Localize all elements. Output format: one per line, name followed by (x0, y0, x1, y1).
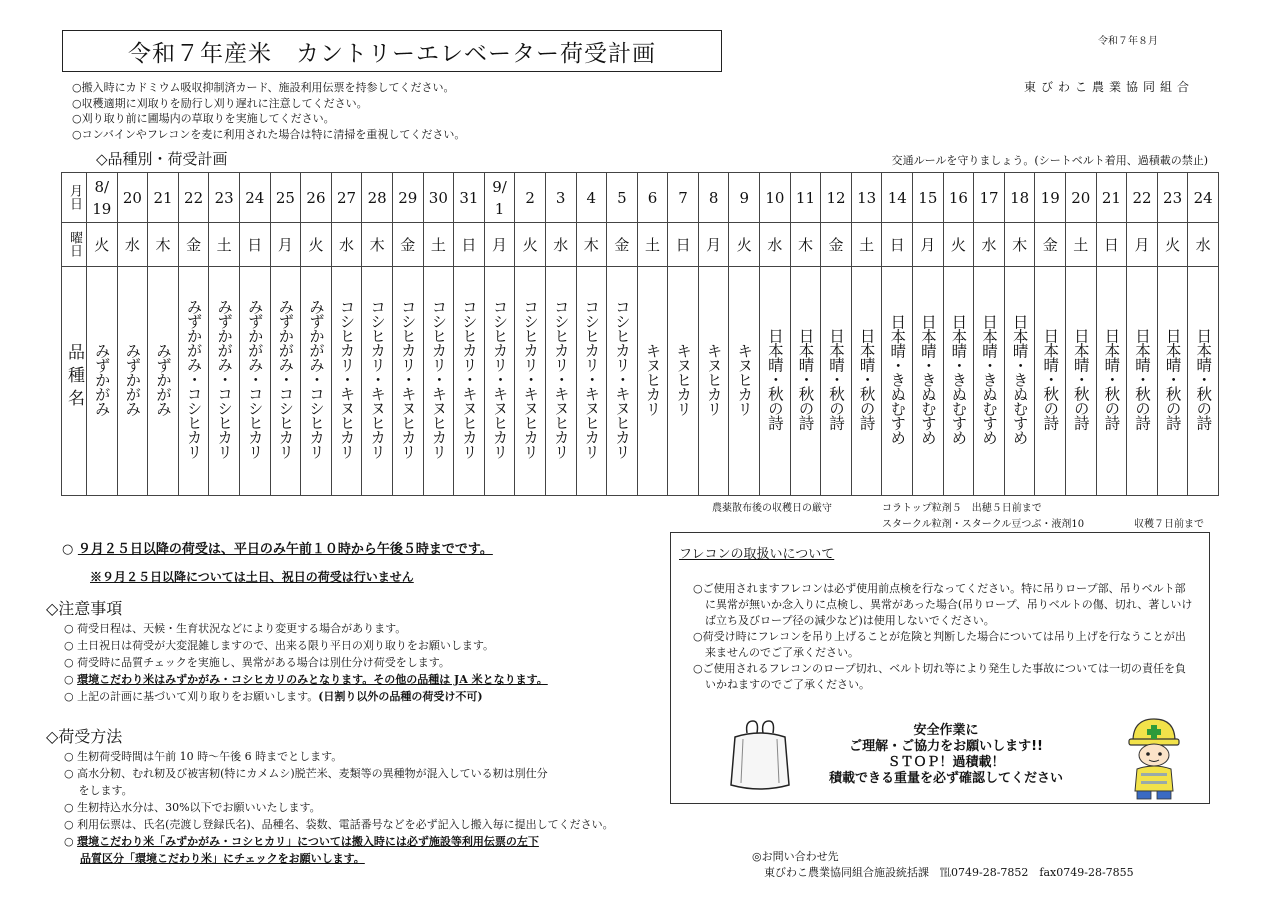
date-cell (668, 173, 699, 223)
weekday-cell: 火 (87, 223, 118, 267)
date-cell (1096, 173, 1127, 223)
date-label: 31 (459, 188, 479, 207)
flecon-paragraph: ○荷受け時にフレコンを吊り上げることが危険と判断した場合については吊り上げを行なうことが出来ませんのでご了承ください。 (693, 630, 1186, 659)
date-label: 17 (979, 188, 999, 207)
variety-cell (117, 267, 148, 496)
date-cell (1188, 173, 1219, 223)
date-label: 22 (184, 188, 204, 207)
weekday-cell: 火 (943, 223, 974, 267)
weekday-cell: 日 (668, 223, 699, 267)
caution-text: ○ 上記の計画に基づいて刈り取りをお願いします。 (64, 690, 319, 703)
date-cell (637, 173, 668, 223)
weekday-cell: 水 (545, 223, 576, 267)
variety-cell (760, 267, 791, 496)
weekday-row (62, 223, 1219, 267)
flecon-bag-icon (723, 719, 797, 795)
date-label: 22 (1132, 188, 1152, 207)
cautions-heading: ◇注意事項 (46, 599, 123, 618)
date-cell (1035, 173, 1066, 223)
date-label: 12 (826, 188, 846, 207)
date-cell (851, 173, 882, 223)
variety-label: コシヒカリ・キヌヒカリ (551, 299, 570, 459)
variety-cell (301, 267, 332, 496)
variety-label: コシヒカリ・キヌヒカリ (521, 299, 540, 459)
variety-label: 日本晴・きぬむすめ (1010, 313, 1029, 445)
date-cell (239, 173, 270, 223)
weekday-cell: 日 (882, 223, 913, 267)
document-title-text: 令和７年産米 カントリーエレベーター荷受計画 (128, 40, 656, 67)
variety-cell (87, 267, 118, 496)
date-label: 24 (1193, 188, 1213, 207)
date-cell (1157, 173, 1188, 223)
weekday-cell: 土 (209, 223, 240, 267)
note-line: ○刈り取り前に圃場内の草取りを実施してください。 (72, 112, 335, 125)
notice-text: ９月２５日以降の荷受は、平日のみ午前１０時から午後５時までです。 (77, 542, 493, 557)
caution-item: ○ 荷受日程は、天候・生育状況などにより変更する場合があります。 (64, 622, 407, 635)
weekday-only-notice (62, 538, 493, 557)
variety-label: みずかがみ・コシヒカリ (276, 299, 295, 459)
variety-label: 日本晴・きぬむすめ (888, 313, 907, 445)
method-item: ○ 生籾荷受時間は午前 10 時～午後 6 時までとします。 (64, 750, 343, 763)
method-item: ○ 生籾持込水分は、30%以下でお願いいたします。 (64, 801, 321, 814)
date-cell (607, 173, 638, 223)
contact-detail: 東びわこ農業協同組合施設統括課 ℡0749-28-7852 fax0749-28-7855 (764, 866, 1134, 879)
date-cell (392, 173, 423, 223)
date-label: 9/ 1 (492, 177, 507, 218)
variety-label: 日本晴・秋の詩 (857, 328, 876, 430)
date-cell (362, 173, 393, 223)
weekday-cell: 水 (117, 223, 148, 267)
variety-cell (545, 267, 576, 496)
method-list (64, 748, 614, 867)
pesticide-item-days: 収穫７日前まで (1134, 519, 1204, 530)
date-label: 20 (1071, 188, 1091, 207)
date-cell (515, 173, 546, 223)
date-cell (698, 173, 729, 223)
variety-cell (729, 267, 760, 496)
date-cell (209, 173, 240, 223)
date-cell (913, 173, 944, 223)
date-cell (576, 173, 607, 223)
date-cell (821, 173, 852, 223)
date-cell (484, 173, 515, 223)
pesticide-item: スタークル粒剤・スタークル豆つぶ・液剤10 (882, 519, 1085, 530)
weekday-cell: 火 (729, 223, 760, 267)
date-cell (882, 173, 913, 223)
date-label: 13 (857, 188, 877, 207)
variety-label: みずかがみ (92, 342, 111, 416)
date-header: 月日 (67, 183, 82, 210)
date-label: 19 (1040, 188, 1060, 207)
variety-cell (974, 267, 1005, 496)
date-label: 23 (1163, 188, 1183, 207)
weekday-cell: 火 (1157, 223, 1188, 267)
variety-cell (239, 267, 270, 496)
date-label: 15 (918, 188, 938, 207)
date-cell (545, 173, 576, 223)
date-header-cell (62, 173, 87, 223)
date-label: 8/ 19 (92, 177, 112, 218)
safety-line: 安全作業に (913, 723, 979, 738)
pesticide-label: 農薬散布後の収穫日の厳守 (712, 503, 832, 514)
variety-row (62, 267, 1219, 496)
contact-heading: ◎お問い合わせ先 (752, 850, 839, 863)
weekday-cell: 木 (362, 223, 393, 267)
method-item (64, 850, 614, 867)
variety-cell (392, 267, 423, 496)
variety-cell (698, 267, 729, 496)
safety-message (801, 723, 1091, 787)
caution-item: ○ 荷受時に品質チェックを実施し、異常がある場合は別仕分け荷受をします。 (64, 656, 450, 669)
date-cell (760, 173, 791, 223)
date-cell (117, 173, 148, 223)
flecon-title: フレコンの取扱いについて (679, 547, 835, 562)
safety-worker-icon (1123, 713, 1185, 801)
variety-label: みずかがみ (153, 342, 172, 416)
weekday-cell: 火 (515, 223, 546, 267)
date-label: 4 (586, 188, 597, 207)
weekday-cell: 土 (851, 223, 882, 267)
variety-cell (1066, 267, 1097, 496)
weekday-cell: 金 (178, 223, 209, 267)
variety-cell (1004, 267, 1035, 496)
date-cell (729, 173, 760, 223)
weekday-cell: 水 (331, 223, 362, 267)
date-label: 25 (275, 188, 295, 207)
variety-label: コシヒカリ・キヌヒカリ (459, 299, 478, 459)
variety-label: コシヒカリ・キヌヒカリ (490, 299, 509, 459)
date-label: 30 (428, 188, 448, 207)
date-label: 3 (555, 188, 566, 207)
variety-cell (576, 267, 607, 496)
variety-label: 日本晴・秋の詩 (1132, 328, 1151, 430)
date-cell (423, 173, 454, 223)
date-cell (1004, 173, 1035, 223)
variety-label: コシヒカリ・キヌヒカリ (368, 299, 387, 459)
variety-header-cell (62, 267, 87, 496)
variety-label: コシヒカリ・キヌヒカリ (429, 299, 448, 459)
date-label: 29 (398, 188, 418, 207)
variety-cell (821, 267, 852, 496)
weekday-cell: 月 (913, 223, 944, 267)
weekday-cell: 木 (1004, 223, 1035, 267)
date-cell (1066, 173, 1097, 223)
date-label: 11 (795, 188, 815, 207)
variety-cell (913, 267, 944, 496)
date-cell (974, 173, 1005, 223)
date-label: 20 (122, 188, 142, 207)
variety-label: 日本晴・秋の詩 (765, 328, 784, 430)
safety-line: ＳＴＯＰ！過積載！ (887, 755, 1005, 770)
date-label: 24 (245, 188, 265, 207)
general-notes (72, 80, 465, 142)
variety-header: 品種名 (64, 343, 84, 412)
method-item (64, 833, 614, 850)
variety-label: 日本晴・秋の詩 (1071, 328, 1090, 430)
date-label: 21 (153, 188, 173, 207)
variety-label: 日本晴・秋の詩 (1041, 328, 1060, 430)
document-title (62, 30, 722, 72)
variety-label: キヌヒカリ (704, 342, 723, 416)
variety-label: コシヒカリ・キヌヒカリ (337, 299, 356, 459)
variety-label: 日本晴・きぬむすめ (918, 313, 937, 445)
variety-cell (209, 267, 240, 496)
weekday-cell: 月 (698, 223, 729, 267)
variety-label: キヌヒカリ (643, 342, 662, 416)
variety-cell (484, 267, 515, 496)
variety-label: みずかがみ・コシヒカリ (306, 299, 325, 459)
weekday-cell: 土 (637, 223, 668, 267)
variety-label: みずかがみ・コシヒカリ (215, 299, 234, 459)
method-eco-rice-2: 品質区分「環境こだわり米」にチェックをお願いします。 (80, 852, 365, 865)
weekday-cell: 水 (1188, 223, 1219, 267)
weekday-cell: 木 (576, 223, 607, 267)
variety-label: 日本晴・きぬむすめ (980, 313, 999, 445)
variety-cell (454, 267, 485, 496)
variety-cell (1096, 267, 1127, 496)
note-line: ○収穫適期に刈取りを励行し刈り遅れに注意してください。 (72, 96, 368, 110)
variety-label: キヌヒカリ (674, 342, 693, 416)
schedule-title: ◇品種別・荷受計画 (96, 150, 228, 168)
method-item: ○ 高水分籾、むれ籾及び被害籾(特にカメムシ)脱芒米、麦類等の異種物が混入している籾は別仕分 (64, 767, 548, 780)
date-cell (331, 173, 362, 223)
date-label: 16 (948, 188, 968, 207)
variety-cell (607, 267, 638, 496)
variety-cell (943, 267, 974, 496)
note-line: ○搬入時にカドミウム吸収抑制済カード、施設利用伝票を持参してください。 (72, 81, 455, 94)
variety-cell (637, 267, 668, 496)
weekday-cell: 金 (1035, 223, 1066, 267)
date-label: 14 (887, 188, 907, 207)
variety-label: 日本晴・秋の詩 (1102, 328, 1121, 430)
method-bullet: ○ (64, 835, 78, 848)
variety-label: 日本晴・秋の詩 (827, 328, 846, 430)
holiday-notice: ※９月２５日以降については土日、祝日の荷受は行いません (90, 570, 414, 584)
variety-cell (270, 267, 301, 496)
date-label: 10 (765, 188, 785, 207)
date-label: 7 (678, 188, 688, 207)
variety-label: 日本晴・秋の詩 (1194, 328, 1213, 430)
date-cell (270, 173, 301, 223)
variety-cell (515, 267, 546, 496)
variety-label: みずかがみ・コシヒカリ (184, 299, 203, 459)
weekday-cell: 木 (790, 223, 821, 267)
date-label: 28 (367, 188, 387, 207)
variety-cell (1188, 267, 1219, 496)
safety-line: ご理解・ご協力をお願いします!! (849, 739, 1043, 754)
weekday-cell: 日 (454, 223, 485, 267)
date-cell (790, 173, 821, 223)
weekday-cell: 水 (974, 223, 1005, 267)
variety-cell (331, 267, 362, 496)
organization-name: 東びわこ農業協同組合 (1023, 80, 1194, 94)
method-heading: ◇荷受方法 (46, 727, 123, 746)
variety-label: みずかがみ・コシヒカリ (245, 299, 264, 459)
date-cell (454, 173, 485, 223)
flecon-paragraph: ○ご使用されますフレコンは必ず使用前点検を行なってください。特に吊りロープ部、吊りベルト部に異常が無いか念入りに点検し、異常があった場合(吊りロープ、吊りベルトの傷、切れ、著しいけば立ち及びロープ径の減少など)は使用しないでください。 (693, 582, 1193, 627)
date-cell (87, 173, 118, 223)
variety-label: コシヒカリ・キヌヒカリ (582, 299, 601, 459)
note-line: ○コンバインやフレコンを麦に利用された場合は特に清掃を重視してください。 (72, 127, 466, 141)
traffic-note: 交通ルールを守りましょう。(シートベルト着用、過積載の禁止) (891, 154, 1208, 167)
variety-label: 日本晴・秋の詩 (1163, 328, 1182, 430)
date-cell (178, 173, 209, 223)
date-cell (301, 173, 332, 223)
date-label: 26 (306, 188, 326, 207)
date-cell (1127, 173, 1158, 223)
caution-eco-rice: 環境こだわり米はみずかがみ・コシヒカリのみとなります。その他の品種は JA 米となります。 (77, 673, 548, 686)
date-label: 9 (739, 188, 750, 207)
variety-cell (790, 267, 821, 496)
pesticide-item: コラトップ粒剤５ 出穂５日前まで (882, 503, 1042, 514)
caution-item (64, 688, 548, 705)
date-label: 23 (214, 188, 234, 207)
method-item: ○ 利用伝票は、氏名(売渡し登録氏名)、品種名、袋数、電話番号などを必ず記入し搬入毎に提出してください。 (64, 818, 614, 831)
weekday-cell: 木 (148, 223, 179, 267)
caution-bullet: ○ (64, 673, 78, 686)
date-label: 27 (337, 188, 357, 207)
notice-bullet: ○ (62, 542, 74, 557)
caution-item: ○ 土日祝日は荷受が大変混雑しますので、出来る限り平日の刈り取りをお願いします。 (64, 639, 494, 652)
variety-label: 日本晴・きぬむすめ (949, 313, 968, 445)
flecon-text (693, 581, 1193, 693)
weekday-cell: 土 (1066, 223, 1097, 267)
date-cell (148, 173, 179, 223)
weekday-cell: 金 (607, 223, 638, 267)
caution-item (64, 671, 548, 688)
variety-cell (148, 267, 179, 496)
weekday-cell: 月 (270, 223, 301, 267)
date-label: 21 (1101, 188, 1121, 207)
date-label: 5 (617, 188, 627, 207)
variety-cell (178, 267, 209, 496)
variety-cell (1127, 267, 1158, 496)
weekday-cell: 日 (1096, 223, 1127, 267)
date-label: 6 (647, 188, 658, 207)
variety-cell (1157, 267, 1188, 496)
caution-bold: (日割り以外の品種の荷受け不可) (318, 690, 483, 703)
weekday-cell: 金 (821, 223, 852, 267)
date-label: 8 (708, 188, 719, 207)
variety-cell (423, 267, 454, 496)
weekday-cell: 土 (423, 223, 454, 267)
variety-cell (882, 267, 913, 496)
variety-label: コシヒカリ・キヌヒカリ (612, 299, 631, 459)
weekday-cell: 日 (239, 223, 270, 267)
cautions-list (64, 620, 548, 705)
variety-cell (362, 267, 393, 496)
date-cell (943, 173, 974, 223)
variety-cell (668, 267, 699, 496)
method-item: をします。 (64, 784, 133, 797)
weekday-header-cell (62, 223, 87, 267)
safety-line: 積載できる重量を必ず確認してください (828, 771, 1063, 786)
variety-cell (1035, 267, 1066, 496)
variety-cell (851, 267, 882, 496)
weekday-cell: 月 (1127, 223, 1158, 267)
weekday-cell: 金 (392, 223, 423, 267)
variety-label: キヌヒカリ (735, 342, 754, 416)
variety-label: 日本晴・秋の詩 (796, 328, 815, 430)
schedule-table (61, 172, 1219, 496)
variety-label: みずかがみ (123, 342, 142, 416)
method-eco-rice: 環境こだわり米「みずかがみ・コシヒカリ」については搬入時には必ず施設等利用伝票の左下 (77, 835, 539, 848)
date-row (62, 173, 1219, 223)
flecon-paragraph: ○ご使用されるフレコンのロープ切れ、ベルト切れ等により発生した事故については一切の責任を負いかねますのでご了承ください。 (693, 662, 1187, 691)
variety-label: コシヒカリ・キヌヒカリ (398, 299, 417, 459)
issue-date: 令和７年８月 (1098, 36, 1158, 47)
weekday-cell: 月 (484, 223, 515, 267)
weekday-cell: 火 (301, 223, 332, 267)
date-label: 2 (525, 188, 535, 207)
weekday-cell: 水 (760, 223, 791, 267)
weekday-header: 曜日 (67, 230, 82, 257)
date-label: 18 (1010, 188, 1030, 207)
flecon-box (670, 532, 1210, 804)
